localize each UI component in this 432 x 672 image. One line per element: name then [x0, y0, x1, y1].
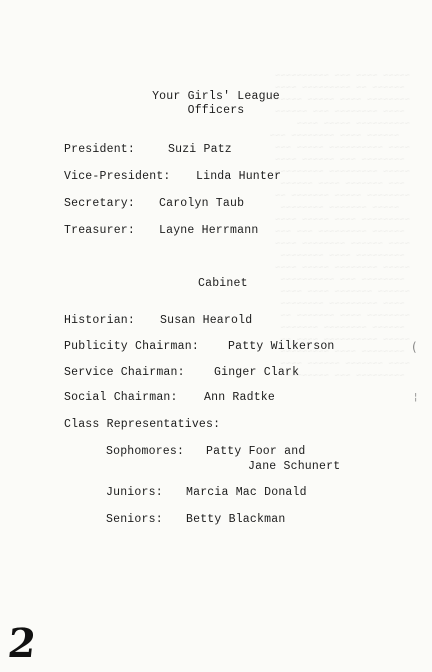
- cabinet-name: Ann Radtke: [204, 391, 276, 404]
- class-rep-row-seniors: [106, 513, 285, 527]
- officer-role: Treasurer:: [64, 224, 136, 237]
- cabinet-row-historian: [64, 314, 252, 328]
- officer-name: Linda Hunter: [196, 170, 282, 183]
- officer-row-secretary: [64, 197, 244, 211]
- cabinet-name: Patty Wilkerson: [228, 340, 335, 353]
- officer-row-president: [64, 143, 232, 157]
- class-rep-row-sophomores: [106, 445, 305, 459]
- class-rep-row-juniors: [106, 486, 307, 500]
- cabinet-row-social: [64, 391, 275, 405]
- cabinet-role: Service Chairman:: [64, 366, 185, 379]
- officer-name: Suzi Patz: [168, 143, 232, 156]
- class-rep-name: Betty Blackman: [186, 513, 286, 526]
- class-reps-title: Class Representatives:: [64, 418, 221, 431]
- cabinet-row-service: [64, 366, 299, 380]
- class-rep-label: Sophomores:: [106, 445, 185, 458]
- bleed-through-texture: ~~~~~ ~~~~ ~~~ ~~~~~~~~~~ ~~~~~~ ~~ ~~~~~~~~~ ~~~~ ~~~~~~~~ ~~~~ ~~~~~ ~~~~~~~ ~~~~ ~~~~~~~~ ~~~ ~~~~~~ ~~~~~~~~~~ ~~~~~ ~~~~ ~~~~~~ ~~~~ ~~~~~~~~ ~~~ ~~~~ ~~~~~~~~~~ ~~~~~ ~~~ ~~~~~~~~ ~~~ ~~~~~~ ~~~~ ~~~~~ ~~~~~~~~~ ~~~~~~~~~ ~~~ ~~~~~~~ ~~~~ ~~~~~~ ~~~~~~~~ ~~~~~ ~~~~~~~ ~~ ~~~~~ ~~~~~~~ ~~~~~~~~ ~~~~~~~~~ ~~~~ ~~~~~ ~~~~ ~~~~~~ ~~~~~~~~~ ~~~ ~~~ ~~~~ ~~~~~~ ~~~~~~~~ ~~~~ ~~~~~~~~~ ~~~~ ~~~~~~~~ ~~~~~ ~~~~~~~~ ~~~~~ ~~~~ ~~~~~~~~ ~~~ ~~~~~~~~~~ ~~~~~~ ~~~~~~~ ~~~~ ~~~~ ~~~~ ~~~~~~~~~ ~~~~~~~~ ~~~~~~~~ ~~~~ ~~~~~~~ ~~ ~~~~~~ ~~~~~~~~ ~~~~~~~ ~~~~~ ~~~~~~~~~~ ~~~~ ~~ ~~~~~~~~ ~~~~ ~~~~~~~~~ ~~~~ ~~~~~~~ ~~~~~~ ~~~~ ~~~~~~~~~ ~~~ ~~~~~~~~: [264, 71, 410, 381]
- officer-name: Carolyn Taub: [159, 197, 245, 210]
- officer-role: Vice-President:: [64, 170, 171, 183]
- class-rep-name: Marcia Mac Donald: [186, 486, 307, 499]
- cabinet-row-publicity: [64, 340, 335, 354]
- page-number: 2: [5, 620, 39, 667]
- heading-line-2: Officers: [187, 104, 245, 117]
- officer-role: Secretary:: [64, 197, 136, 210]
- cabinet-title: Cabinet: [198, 277, 248, 290]
- cabinet-role: Social Chairman:: [64, 391, 178, 404]
- heading-line-1: Your Girls' League: [152, 90, 280, 103]
- class-rep-label: Seniors:: [106, 513, 163, 526]
- officer-row-vice-president: [64, 170, 281, 184]
- margin-mark: (: [412, 340, 417, 354]
- class-rep-label: Juniors:: [106, 486, 163, 499]
- cabinet-name: Ginger Clark: [214, 366, 300, 379]
- cabinet-name: Susan Hearold: [160, 314, 253, 327]
- margin-mark: ¦: [414, 392, 418, 403]
- class-rep-name: Patty Foor and: [206, 445, 306, 458]
- class-rep-sophomores-name-2: Jane Schunert: [248, 460, 341, 473]
- officer-role: President:: [64, 143, 136, 156]
- cabinet-role: Historian:: [64, 314, 136, 327]
- officer-row-treasurer: [64, 224, 258, 238]
- cabinet-role: Publicity Chairman:: [64, 340, 199, 353]
- officer-name: Layne Herrmann: [159, 224, 259, 237]
